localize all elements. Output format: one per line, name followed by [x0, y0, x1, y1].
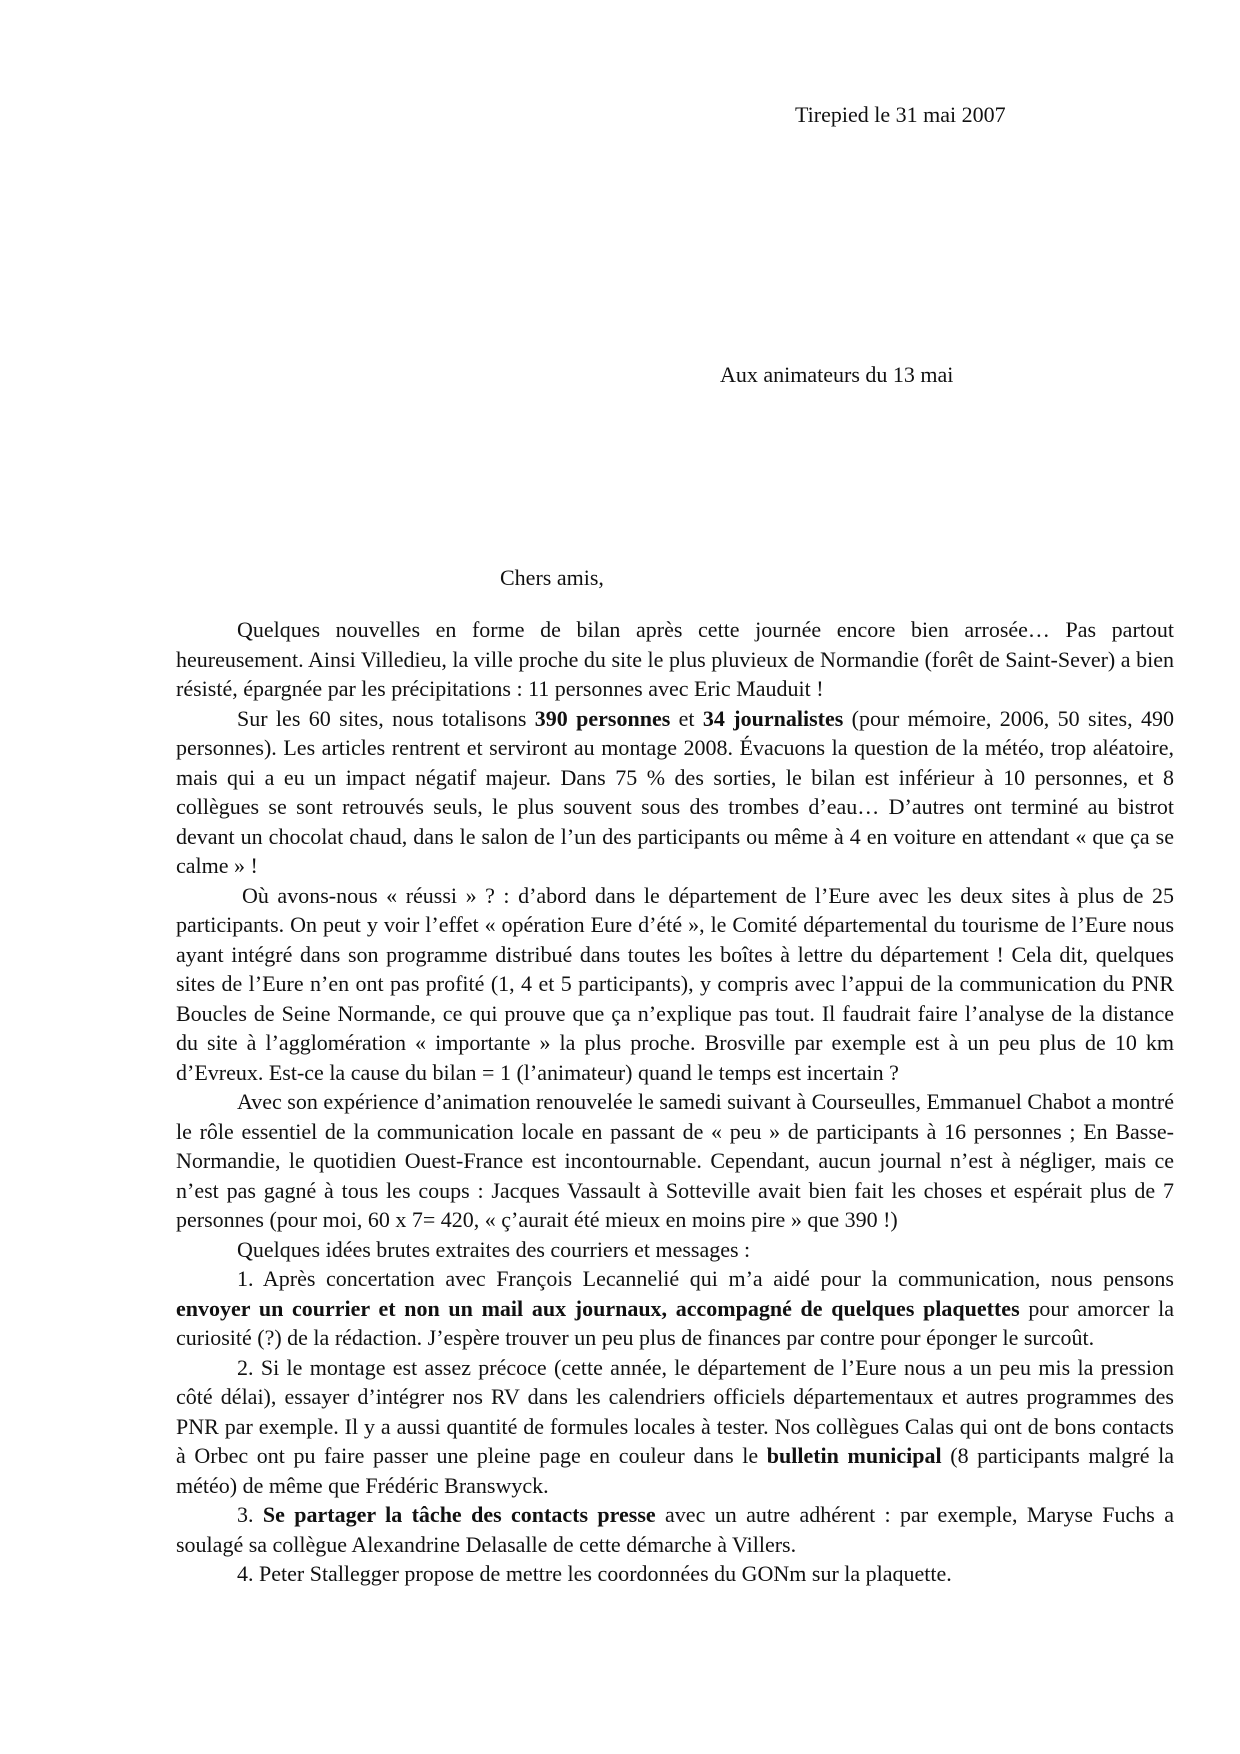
idea-item-highlight: bulletin municipal [766, 1443, 942, 1468]
letter-date: Tirepied le 31 mai 2007 [795, 102, 1006, 127]
idea-item-2 [176, 1353, 1174, 1501]
idea-item-highlight: Se partager la tâche des contacts presse [262, 1502, 656, 1527]
paragraph-communication: Avec son expérience d’animation renouvelée le samedi suivant à Courseulles, Emmanuel Chabot a montré le rôle essentiel de la communication locale en passant de « peu » de participants à 16 personnes ; En Basse-Normandie, le quotidien Ouest-France est incontournable. Cependant, aucun journal n’est à négliger, mais ce n’est pas gagné à tous les coups : Jacques Vassault à Sotteville avait bien fait les choses et espérait plus de 7 personnes (pour moi, 60 x 7= 420, « ç’aurait été mieux en moins pire » que 390 !) [176, 1089, 1174, 1232]
idea-item-highlight: envoyer un courrier et non un mail aux journaux, accompagné de quelques plaquettes [176, 1295, 1020, 1321]
total-persons-highlight: 390 personnes [534, 705, 671, 731]
total-journalists-highlight: 34 journalistes [702, 705, 844, 731]
idea-item-text: pour amorcer la curiosité (?) de la rédaction. J’espère trouver un peu plus de finances par contre pour éponger le surcoût. [176, 1295, 1174, 1350]
paragraph-ideas-intro: Quelques idées brutes extraites des courriers et messages : [237, 1236, 751, 1262]
letter-recipient: Aux animateurs du 13 mai [720, 362, 954, 387]
paragraph-intro: Quelques nouvelles en forme de bilan après cette journée encore bien arrosée… Pas partout heureusement. Ainsi Villedieu, la ville proche du site le plus pluvieux de Normandie (forêt de Saint-Sever) a bien résisté, épargnée par les précipitations : 11 personnes avec Eric Mauduit ! [176, 617, 1174, 701]
paragraph-totals-text: Sur les 60 sites, nous totalisons [237, 705, 535, 731]
idea-item-text: 2. Si le montage est assez précoce (cette année, le département de l’Eure nous a un peu mis la pression côté délai), essayer d’intégrer nos RV dans les calendriers officiels départementaux et autres programmes des PNR par exemple. Il y a aussi quantité de formules locales à tester. Nos collègues Calas qui ont de bons contacts à Orbec ont pu faire passer une pleine page en couleur dans le [176, 1354, 1174, 1468]
letter-body [176, 615, 1174, 1589]
idea-item-3 [176, 1500, 1174, 1559]
idea-item-1 [176, 1264, 1174, 1353]
idea-item-4: 4. Peter Stallegger propose de mettre les coordonnées du GONm sur la plaquette. [237, 1561, 952, 1586]
idea-item-text: 3. [237, 1502, 263, 1527]
paragraph-totals [176, 704, 1174, 881]
paragraph-success: Où avons-nous « réussi » ? : d’abord dans le département de l’Eure avec les deux sites à plus de 25 participants. On peut y voir l’effet « opération Eure d’été », le Comité départemental du tourisme de l’Eure nous ayant intégré dans son programme distribué dans toutes les boîtes à lettre du département ! Cela dit, quelques sites de l’Eure n’en ont pas profité (1, 4 et 5 participants), y compris avec l’appui de la communication du PNR Boucles de Seine Normande, ce qui prouve que ça n’explique pas tout. Il faudrait faire l’analyse de la distance du site à l’agglomération « importante » la plus proche. Brosville par exemple est à un peu plus de 10 km d’Evreux. Est-ce la cause du bilan = 1 (l’animateur) quand le temps est incertain ? [176, 882, 1174, 1085]
letter-salutation: Chers amis, [500, 565, 604, 590]
idea-item-text: (8 participants malgré la météo) de même que Frédéric Branswyck. [176, 1443, 1174, 1498]
paragraph-totals-text: et [670, 705, 703, 731]
paragraph-totals-text: (pour mémoire, 2006, 50 sites, 490 personnes). Les articles rentrent et serviront au montage 2008. Évacuons la question de la météo, trop aléatoire, mais qui a eu un impact négatif majeur. Dans 75 % des sorties, le bilan est inférieur à 10 personnes, et 8 collègues se sont retrouvés seuls, le plus souvent sous des trombes d’eau… D’autres ont terminé au bistrot devant un chocolat chaud, dans le salon de l’un des participants ou même à 4 en voiture en attendant « que ça se calme » ! [176, 705, 1174, 878]
idea-item-text: 1. Après concertation avec François Lecannelié qui m’a aidé pour la communication, nous pensons [237, 1266, 1174, 1291]
idea-item-text: avec un autre adhérent : par exemple, Maryse Fuchs a soulagé sa collègue Alexandrine Delasalle de cette démarche à Villers. [176, 1502, 1175, 1557]
